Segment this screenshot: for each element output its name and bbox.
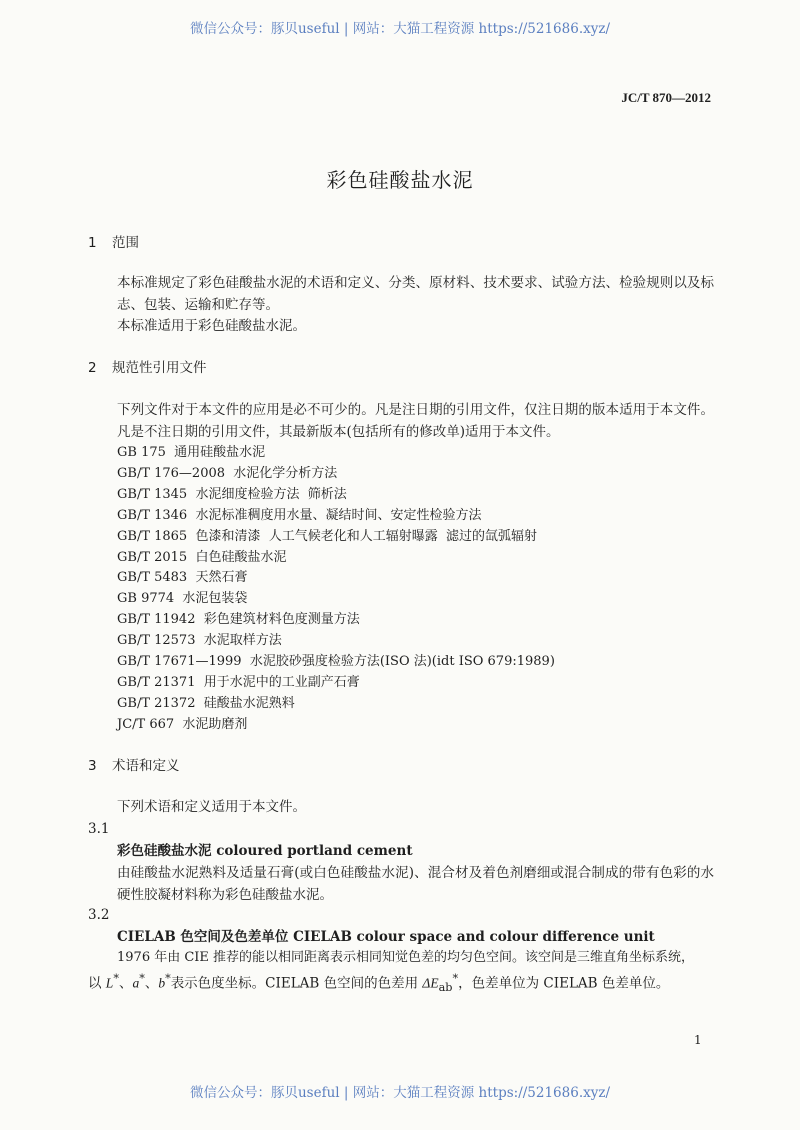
reference-item: JC/T 667 水泥助磨剂 — [117, 716, 248, 732]
reference-item: GB/T 12573 水泥取样方法 — [117, 633, 282, 649]
section-heading-2: 2 规范性引用文件 — [88, 360, 207, 376]
section-heading-3: 3 术语和定义 — [88, 758, 180, 774]
section-heading-1: 1 范围 — [88, 235, 139, 251]
reference-item: GB 175 通用硅酸盐水泥 — [117, 445, 266, 460]
reference-item: GB/T 11942 彩色建筑材料色度测量方法 — [117, 612, 360, 628]
paragraph: 下列文件对于本文件的应用是必不可少的。凡是注日期的引用文件，仅注日期的版本适用于本文件。凡是不注日期的引用文件，其最新版本(包括所有的修改单)适用于本文件。 — [117, 402, 714, 440]
reference-item: GB 9774 水泥包装袋 — [117, 591, 248, 607]
page-number: 1 — [694, 1033, 702, 1047]
reference-item: GB/T 1865 色漆和清漆 人工气候老化和人工辐射曝露 滤过的氙弧辐射 — [117, 528, 537, 544]
reference-item: GB/T 176—2008 水泥化学分析方法 — [117, 465, 338, 481]
standard-number: JC/T 870—2012 — [621, 90, 711, 105]
watermark-top: 微信公众号：豚贝useful | 网站：大猫工程资源 https://521686.xyz/ — [189, 21, 611, 37]
paragraph: 本标准适用于彩色硅酸盐水泥。 — [117, 318, 306, 334]
paragraph: 本标准规定了彩色硅酸盐水泥的术语和定义、分类、原材料、技术要求、试验方法、检验规则以及标志、包装、运输和贮存等。 — [117, 275, 714, 313]
term-title: CIELAB 色空间及色差单位 CIELAB colour space and colour difference unit — [117, 929, 655, 945]
reference-item: GB/T 21371 用于水泥中的工业副产石膏 — [117, 674, 360, 690]
watermark-bottom: 微信公众号：豚贝useful | 网站：大猫工程资源 https://521686.xyz/ — [189, 1085, 611, 1101]
term-number: 3.2 — [88, 907, 110, 923]
reference-item: GB/T 5483 天然石膏 — [117, 570, 248, 586]
reference-item: GB/T 17671—1999 水泥胶砂强度检验方法(ISO 法)(idt ISO 679:1989) — [117, 654, 555, 669]
reference-item: GB/T 2015 白色硅酸盐水泥 — [117, 549, 287, 565]
paragraph: 下列术语和定义适用于本文件。 — [117, 799, 306, 815]
term-definition: 由硅酸盐水泥熟料及适量石膏(或白色硅酸盐水泥)、混合材及着色剂磨细或混合制成的带有色彩的水硬性胶凝材料称为彩色硅酸盐水泥。 — [117, 865, 714, 903]
term-title: 彩色硅酸盐水泥 coloured portland cement — [117, 843, 413, 859]
reference-item: GB/T 21372 硅酸盐水泥熟料 — [117, 695, 295, 711]
term-number: 3.1 — [88, 821, 110, 837]
reference-item: GB/T 1346 水泥标准稠度用水量、凝结时间、安定性检验方法 — [117, 507, 482, 523]
term-definition-line: 1976 年由 CIE 推荐的能以相同距离表示相同知觉色差的均匀色空间。该空间是三维直角坐标系统， — [117, 950, 695, 965]
term-definition-line: 以 L*、a*、b*表示色度坐标。CIELAB 色空间的色差用 $\Delta E_{ab}^*$，色差单位为 CIELAB 色差单位。 — [88, 972, 670, 995]
page-title: 彩色硅酸盐水泥 — [326, 168, 474, 192]
reference-item: GB/T 1345 水泥细度检验方法 筛析法 — [117, 486, 347, 502]
